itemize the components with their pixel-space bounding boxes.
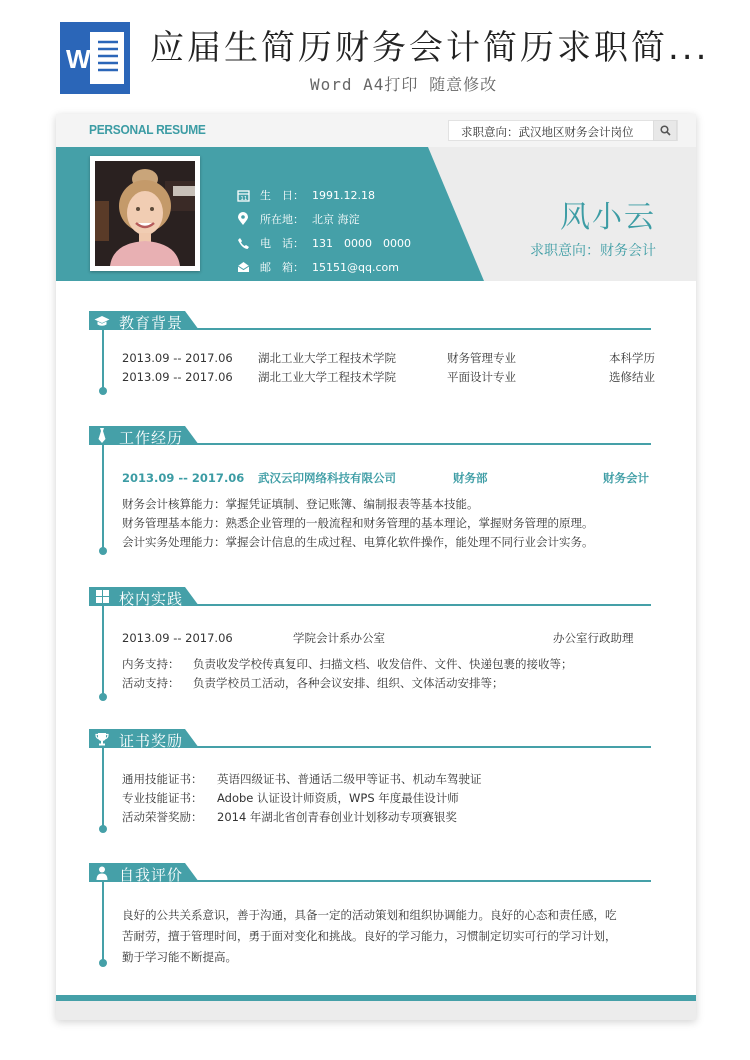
section-title: 工作经历 <box>119 429 184 447</box>
section-self-evaluation <box>56 863 696 983</box>
self-evaluation-text <box>122 905 617 968</box>
resume-page <box>56 114 696 1020</box>
profile-header <box>56 147 696 281</box>
section-header <box>89 863 651 885</box>
mail-icon <box>237 261 250 273</box>
candidate-name: 风小云 <box>560 200 656 235</box>
section-header <box>89 426 651 448</box>
section-awards <box>56 729 696 839</box>
edu-degree: 本科学历 <box>609 351 655 365</box>
work-entry <box>122 469 649 552</box>
campus-role: 办公室行政助理 <box>553 631 634 645</box>
timeline-line <box>102 330 104 390</box>
contact-info <box>236 183 411 279</box>
info-value: 北京 海淀 <box>312 213 360 226</box>
calendar-icon <box>237 189 250 202</box>
campus-org: 学院会计系办公室 <box>293 631 385 645</box>
work-duty-line: 财务管理基本能力：熟悉企业管理的一般流程和财务管理的基本理论，掌握财务管理的原理。 <box>122 516 594 530</box>
campus-date: 2013.09 -- 2017.06 <box>122 631 233 645</box>
phone-icon <box>237 237 250 250</box>
education-list <box>122 349 655 387</box>
info-label: 邮 箱： <box>260 261 304 274</box>
campus-entry <box>122 629 642 693</box>
document-subtitle: Word A4打印 随意修改 <box>310 75 498 94</box>
info-row-location <box>236 207 411 231</box>
award-item <box>122 789 642 808</box>
info-label: 电 话： <box>260 237 304 250</box>
word-icon-letter: W <box>66 44 91 74</box>
award-text: 2014 年湖北省创青春创业计划移动专项赛银奖 <box>217 810 457 824</box>
search-button[interactable] <box>653 120 677 141</box>
info-label: 生 日： <box>260 189 304 202</box>
work-duty-line: 会计实务处理能力：掌握会计信息的生成过程、电算化软件操作，能处理不同行业会计实务。 <box>122 535 594 549</box>
portrait-image <box>95 161 195 266</box>
self-evaluation-line: 勤于学习能不断提高。 <box>122 950 237 964</box>
edu-school: 湖北工业大学工程技术学院 <box>258 351 396 365</box>
section-title: 自我评价 <box>119 866 184 884</box>
award-text: Adobe 认证设计师资质，WPS 年度最佳设计师 <box>217 791 459 805</box>
file-banner <box>0 0 750 105</box>
work-position: 财务会计 <box>603 471 649 485</box>
timeline-dot <box>99 387 107 395</box>
timeline-dot <box>99 959 107 967</box>
edu-date: 2013.09 -- 2017.06 <box>122 351 233 365</box>
self-evaluation-line: 苦耐劳，擅于管理时间，勇于面对变化和挑战。良好的学习能力，习惯制定切实可行的学习计划， <box>122 929 617 943</box>
section-header <box>89 587 651 609</box>
info-row-email <box>236 255 411 279</box>
campus-item <box>122 674 642 693</box>
section-campus <box>56 587 696 707</box>
timeline-dot <box>99 825 107 833</box>
campus-item-label: 内务支持： <box>122 657 180 671</box>
word-file-icon <box>60 22 130 94</box>
windows-grid-icon <box>96 590 109 603</box>
edu-major: 财务管理专业 <box>447 351 516 365</box>
campus-heading-row <box>122 629 642 655</box>
search-text: 求职意向：武汉地区财务会计岗位 <box>461 125 634 139</box>
search-icon <box>660 125 671 136</box>
footer-band <box>56 1001 696 1020</box>
graduation-cap-icon <box>94 315 110 327</box>
header-strip <box>56 114 696 147</box>
section-work <box>56 426 696 566</box>
timeline-line <box>102 882 104 962</box>
person-icon <box>96 866 108 880</box>
search-box[interactable] <box>448 120 678 141</box>
section-header <box>89 729 651 751</box>
info-row-phone <box>236 231 411 255</box>
award-text: 英语四级证书、普通话二级甲等证书、机动车驾驶证 <box>217 772 482 786</box>
work-duty-line: 财务会计核算能力：掌握凭证填制、登记账簿、编制报表等基本技能。 <box>122 497 479 511</box>
edu-date: 2013.09 -- 2017.06 <box>122 370 233 384</box>
award-label: 专业技能证书： <box>122 791 203 805</box>
award-label: 活动荣誉奖励： <box>122 810 203 824</box>
document-title: 应届生简历财务会计简历求职简... <box>150 28 710 68</box>
section-title: 校内实践 <box>119 590 184 608</box>
location-icon <box>237 212 249 226</box>
awards-list <box>122 770 642 827</box>
campus-item <box>122 655 642 674</box>
award-item <box>122 770 642 789</box>
section-title: 证书奖励 <box>119 732 184 750</box>
edu-school: 湖北工业大学工程技术学院 <box>258 370 396 384</box>
timeline-dot <box>99 693 107 701</box>
edu-degree: 选修结业 <box>609 370 655 384</box>
self-evaluation-line: 良好的公共关系意识，善于沟通，具备一定的活动策划和组织协调能力。良好的心态和责任感，吃 <box>122 908 617 922</box>
section-education <box>56 311 696 406</box>
campus-item-label: 活动支持： <box>122 676 180 690</box>
info-row-birthday <box>236 183 411 207</box>
info-value: 15151@qq.com <box>312 260 399 274</box>
section-title: 教育背景 <box>119 314 184 332</box>
work-dept: 财务部 <box>453 471 488 485</box>
campus-item-text: 负责收发学校传真复印、扫描文档、收发信件、文件、快递包裹的接收等； <box>193 657 573 671</box>
info-value: 1991.12.18 <box>312 188 375 202</box>
work-heading-row <box>122 469 649 495</box>
work-company: 武汉云印网络科技有限公司 <box>258 471 396 485</box>
education-row <box>122 349 655 368</box>
timeline-dot <box>99 547 107 555</box>
timeline-line <box>102 606 104 696</box>
trophy-icon <box>95 732 109 746</box>
section-header <box>89 311 651 333</box>
work-date: 2013.09 -- 2017.06 <box>122 471 245 485</box>
education-row <box>122 368 655 387</box>
tie-icon <box>97 428 107 443</box>
timeline-line <box>102 445 104 550</box>
svg-text:11: 11 <box>239 195 247 202</box>
brand-title: PERSONAL RESUME <box>89 122 206 137</box>
award-label: 通用技能证书： <box>122 772 203 786</box>
info-label: 所在地： <box>260 213 304 226</box>
job-objective: 求职意向：财务会计 <box>530 243 656 259</box>
info-value: 131 0000 0000 <box>312 237 411 250</box>
profile-photo <box>90 156 200 271</box>
campus-item-text: 负责学校员工活动，各种会议安排、组织、文体活动安排等； <box>193 676 504 690</box>
edu-major: 平面设计专业 <box>447 370 516 384</box>
timeline-line <box>102 748 104 828</box>
award-item <box>122 808 642 827</box>
